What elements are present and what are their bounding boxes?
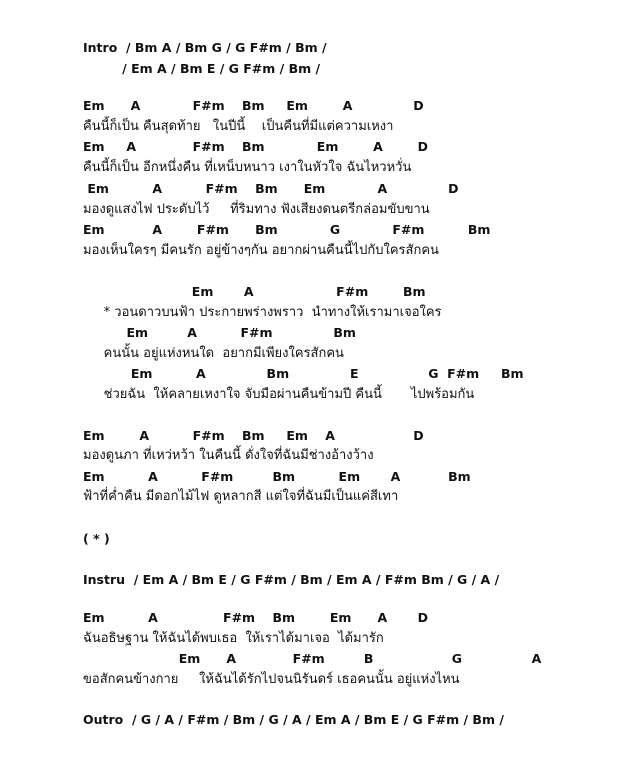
chord-line: Em A F#m Bm Em A Bm [83,469,471,484]
outro-line: Outro / G / A / F#m / Bm / G / A / Em A / Bm E / G F#m / Bm / [83,712,504,727]
repeat-marker: ( * ) [83,531,110,546]
chord-line: Em A Bm E G F#m Bm [83,366,524,381]
chord-line: Em A F#m B G A [83,651,542,666]
intro-line: Intro / Bm A / Bm G / G F#m / Bm / [83,40,327,55]
instrumental-line: Instru / Em A / Bm E / G F#m / Bm / Em A / F#m Bm / G / A / [83,572,500,587]
lyric-line: ฉันอธิษฐาน ให้ฉันได้พบเธอ ให้เราได้มาเจอ ได้มารัก [83,631,384,646]
lyric-line: คืนนี้ก็เป็น คืนสุดท้าย ในปีนี้ เป็นคืนที่มีแต่ความเหงา [83,119,394,134]
chord-line: Em A F#m Bm [83,325,356,340]
chord-line: Em A F#m Bm Em A D [83,610,429,625]
lyric-line: มองดูนภา ที่เหว่หว้า ในคืนนี้ ดั่งใจที่ฉันมีช่างอ้างว้าง [83,448,374,463]
intro-line-2: / Em A / Bm E / G F#m / Bm / [83,61,321,76]
lyric-line: คืนนี้ก็เป็น อีกหนึ่งคืน ที่เหน็บหนาว เงาในหัวใจ ฉันไหวหวั่น [83,160,412,175]
lyric-line: ฟ้าที่ค่ำคืน มีดอกไม้ไฟ ดูหลากสี แต่ใจที่ฉันมีเป็นแค่สีเทา [83,489,399,504]
lyric-line: คนนั้น อยู่แห่งหนใด อยากมีเพียงใครสักคน [83,346,344,361]
lyric-line: * วอนดาวบนฟ้า ประกายพร่างพราว นำทางให้เรามาเจอใคร [83,305,442,320]
lyric-line: ช่วยฉัน ให้คลายเหงาใจ จับมือผ่านคืนข้ามปี คืนนี้ ไปพร้อมกัน [83,387,475,402]
lyric-line: มองเห็นใครๆ มีคนรัก อยู่ข้างๆกัน อยากผ่านคืนนี้ไปกับใครสักคน [83,243,439,258]
chord-line: Em A F#m Bm [83,284,426,299]
lyric-line: ขอสักคนข้างกาย ให้ฉันได้รักไปจนนิรันดร์ เธอคนนั้น อยู่แห่งไหน [83,672,460,687]
chord-line: Em A F#m Bm Em A D [83,428,424,443]
chord-line: Em A F#m Bm G F#m Bm [83,222,491,237]
chord-line: Em A F#m Bm Em A D [83,98,424,113]
lyric-line: มองดูแสงไฟ ประดับไว้ ที่ริมทาง ฟังเสียงดนตรีกล่อมขับขาน [83,202,430,217]
chord-line: Em A F#m Bm Em A D [83,139,429,154]
chord-line: Em A F#m Bm Em A D [83,181,459,196]
